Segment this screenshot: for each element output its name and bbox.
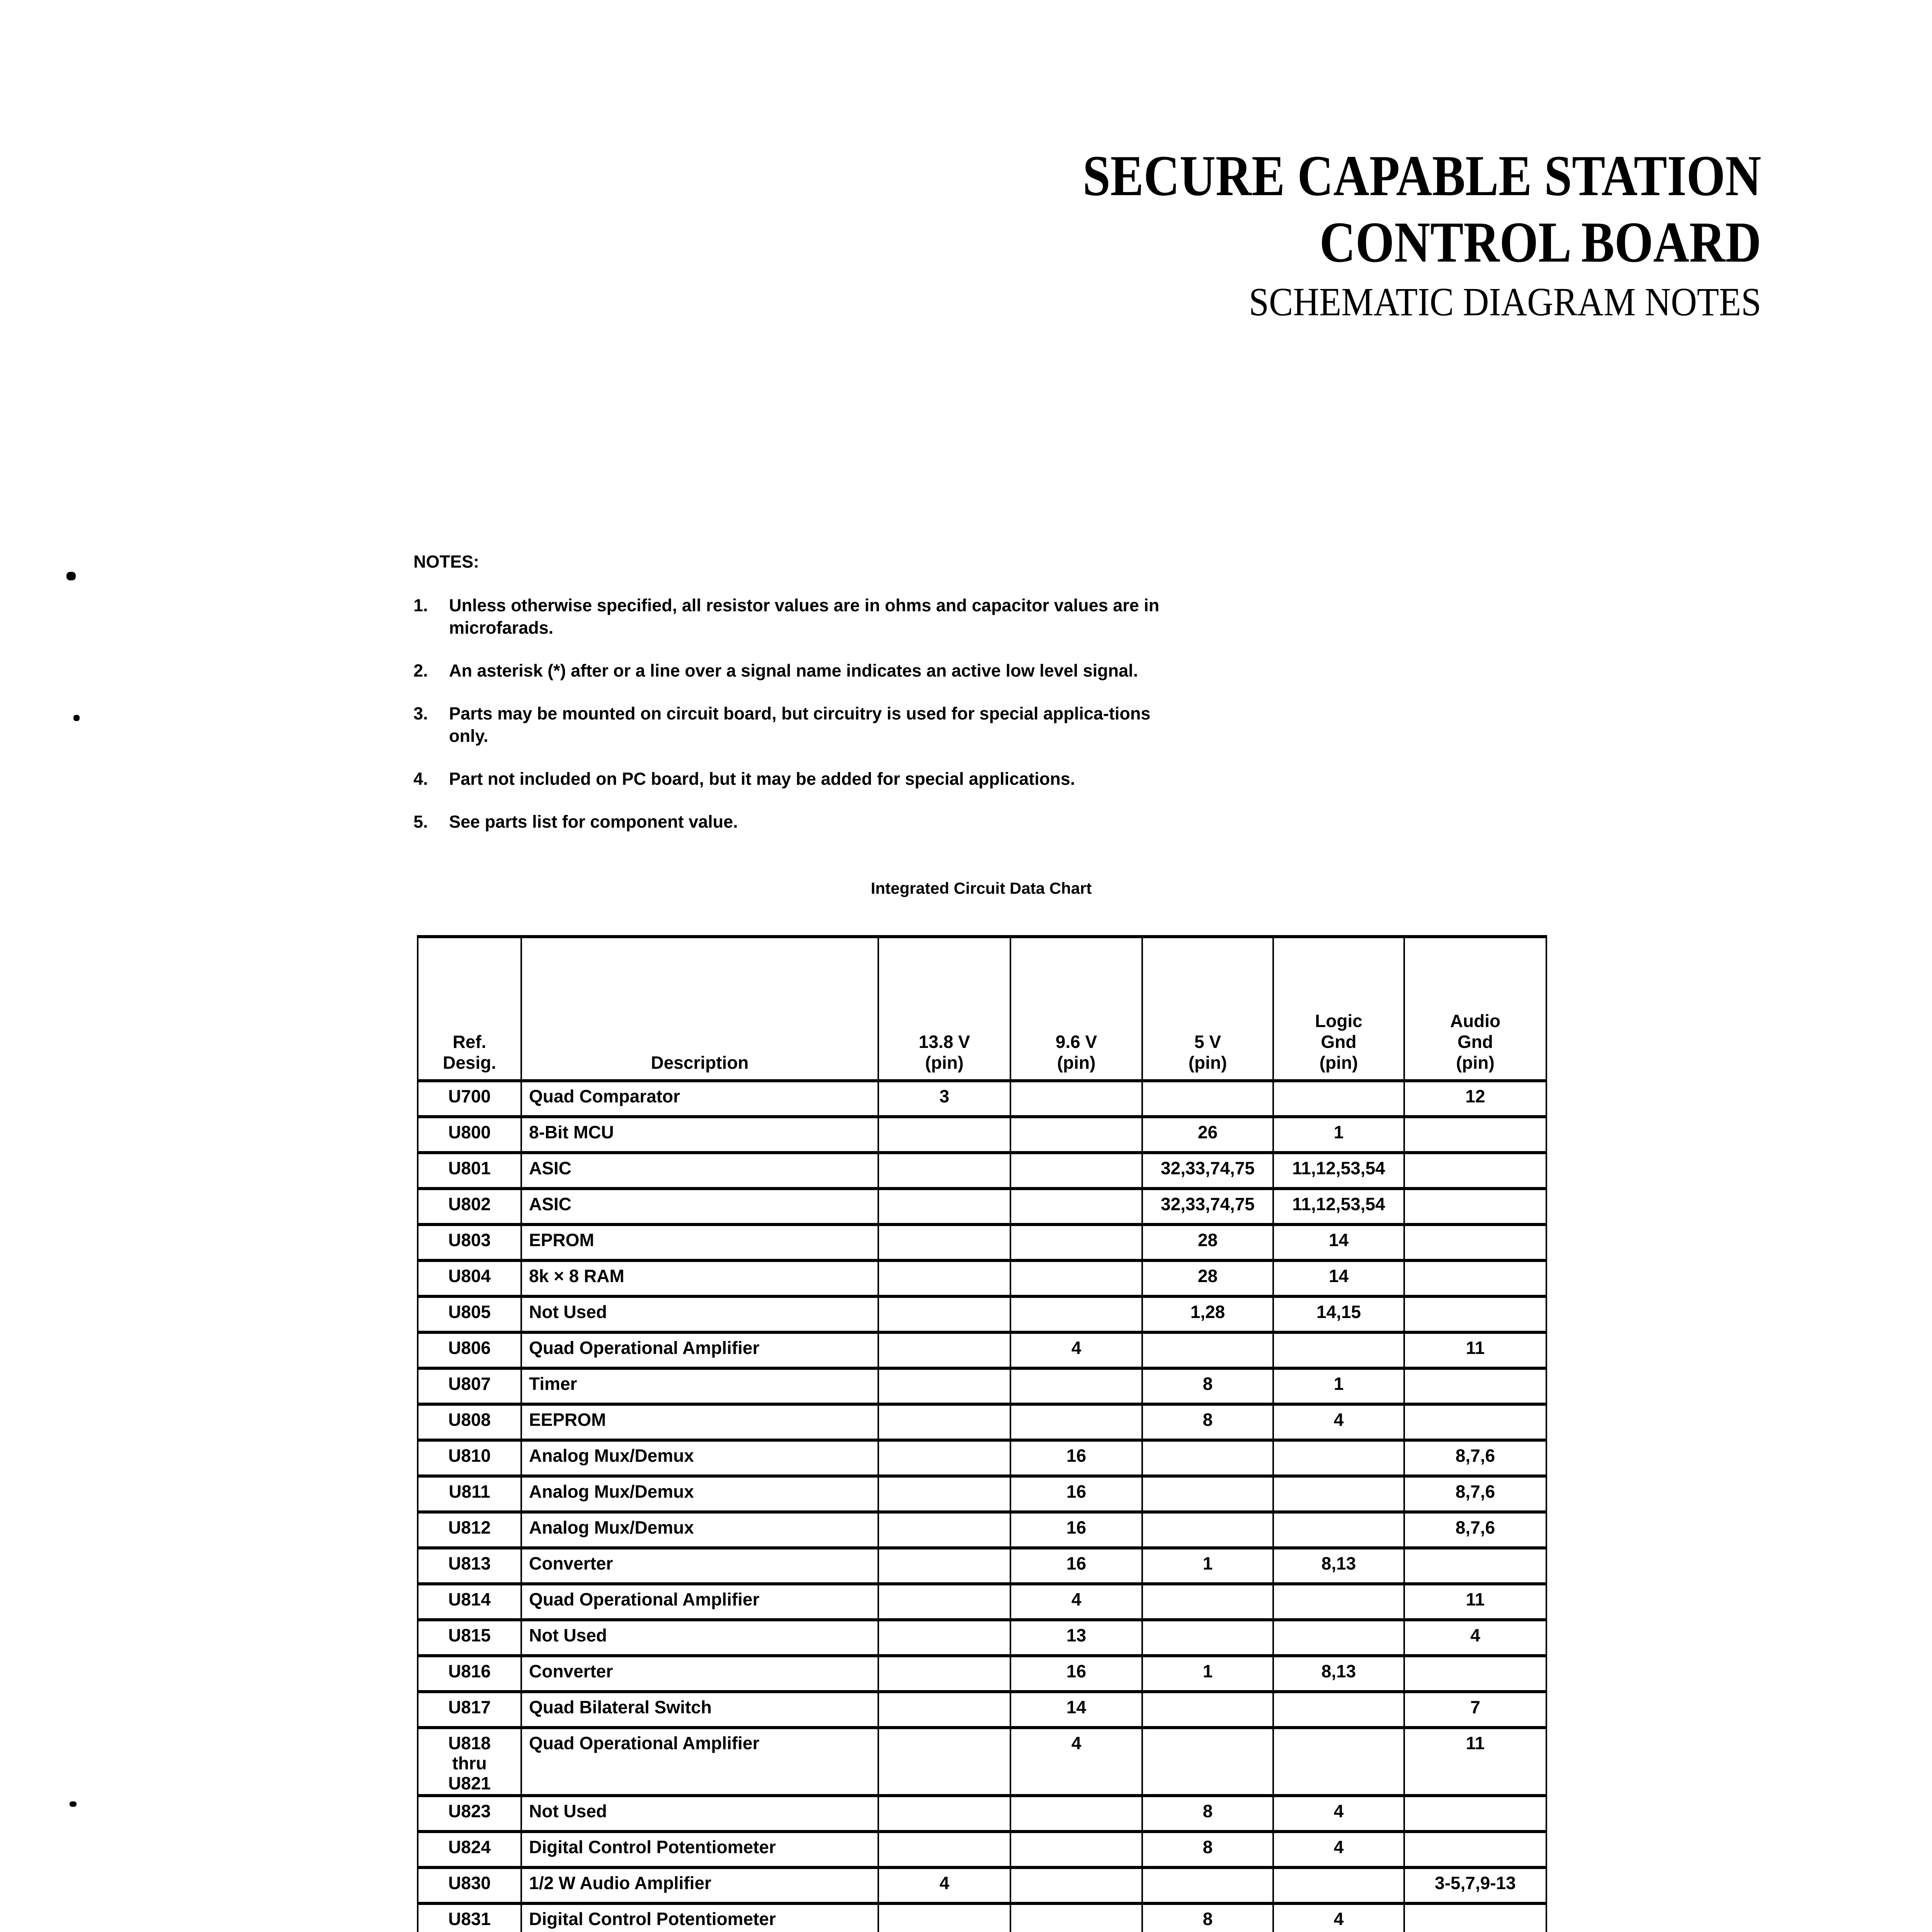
description-cell: Quad Operational Amplifier (521, 1332, 878, 1368)
5v-cell (1142, 1081, 1273, 1117)
audio-gnd-cell: 4 (1404, 1620, 1546, 1656)
logic-gnd-cell: 11,12,53,54 (1273, 1153, 1404, 1189)
13-8v-cell (878, 1584, 1010, 1620)
13-8v-cell (878, 1476, 1010, 1512)
5v-cell: 32,33,74,75 (1142, 1189, 1273, 1225)
5v-cell (1142, 1867, 1273, 1903)
9-6v-cell (1010, 1296, 1142, 1332)
note-number: 5. (413, 812, 428, 832)
table-row (418, 1903, 1546, 1932)
5v-cell (1142, 1332, 1273, 1368)
column-header-5v-pin (1142, 937, 1273, 1081)
logic-gnd-cell: 1 (1273, 1368, 1404, 1404)
audio-gnd-cell (1404, 1832, 1546, 1867)
scan-speck (70, 1801, 77, 1807)
table-row (418, 1296, 1546, 1332)
note-text: Parts may be mounted on circuit board, but circuitry is used for special applica-tions only. (449, 704, 1151, 746)
column-header-description (521, 937, 878, 1081)
note-item (413, 660, 1167, 682)
9-6v-cell (1010, 1081, 1142, 1117)
13-8v-cell (878, 1903, 1010, 1932)
5v-cell: 8 (1142, 1903, 1273, 1932)
ref-desig-cell: U823 (418, 1796, 521, 1832)
note-text: See parts list for component value. (449, 812, 738, 832)
ref-desig-cell: U814 (418, 1584, 521, 1620)
column-header-13-8v-pin (878, 937, 1010, 1081)
column-header-line: 9.6 V (1055, 1032, 1097, 1052)
column-header-line: Gnd (1458, 1032, 1493, 1052)
table-row (418, 1440, 1546, 1476)
5v-cell (1142, 1692, 1273, 1728)
audio-gnd-cell: 7 (1404, 1692, 1546, 1728)
table-row (418, 1404, 1546, 1440)
ref-desig-cell: U806 (418, 1332, 521, 1368)
description-cell: EPROM (521, 1225, 878, 1260)
note-text: An asterisk (*) after or a line over a signal name indicates an active low level signal. (449, 661, 1138, 680)
description-cell: Quad Operational Amplifier (521, 1584, 878, 1620)
audio-gnd-cell: 11 (1404, 1584, 1546, 1620)
9-6v-cell: 16 (1010, 1512, 1142, 1548)
logic-gnd-cell: 8,13 (1273, 1656, 1404, 1692)
table-row (418, 1476, 1546, 1512)
description-cell: 8-Bit MCU (521, 1117, 878, 1153)
13-8v-cell: 4 (878, 1867, 1010, 1903)
audio-gnd-cell: 8,7,6 (1404, 1440, 1546, 1476)
13-8v-cell (878, 1332, 1010, 1368)
5v-cell: 28 (1142, 1260, 1273, 1296)
logic-gnd-cell: 8,13 (1273, 1548, 1404, 1584)
table-row (418, 1656, 1546, 1692)
table-row (418, 1584, 1546, 1620)
ref-desig-cell: U804 (418, 1260, 521, 1296)
ref-desig-cell: U824 (418, 1832, 521, 1867)
audio-gnd-cell: 11 (1404, 1332, 1546, 1368)
9-6v-cell: 14 (1010, 1692, 1142, 1728)
9-6v-cell: 4 (1010, 1728, 1142, 1796)
ref-desig-cell: U815 (418, 1620, 521, 1656)
table-row (418, 1620, 1546, 1656)
note-item (413, 811, 1167, 833)
logic-gnd-cell: 14,15 (1273, 1296, 1404, 1332)
column-header-line: Gnd (1321, 1032, 1357, 1052)
logic-gnd-cell: 4 (1273, 1903, 1404, 1932)
table-row (418, 1260, 1546, 1296)
audio-gnd-cell (1404, 1260, 1546, 1296)
5v-cell (1142, 1728, 1273, 1796)
audio-gnd-cell: 8,7,6 (1404, 1476, 1546, 1512)
description-cell: Digital Control Potentiometer (521, 1832, 878, 1867)
logic-gnd-cell (1273, 1476, 1404, 1512)
audio-gnd-cell (1404, 1796, 1546, 1832)
audio-gnd-cell (1404, 1548, 1546, 1584)
9-6v-cell: 16 (1010, 1476, 1142, 1512)
13-8v-cell (878, 1404, 1010, 1440)
description-cell: 1/2 W Audio Amplifier (521, 1867, 878, 1903)
table-row (418, 1512, 1546, 1548)
ref-desig-cell: U818 thru U821 (418, 1728, 521, 1796)
audio-gnd-cell: 3-5,7,9-13 (1404, 1867, 1546, 1903)
description-cell: Converter (521, 1548, 878, 1584)
ref-desig-cell: U812 (418, 1512, 521, 1548)
ref-desig-cell: U830 (418, 1867, 521, 1903)
9-6v-cell (1010, 1832, 1142, 1867)
9-6v-cell (1010, 1260, 1142, 1296)
description-cell: Analog Mux/Demux (521, 1440, 878, 1476)
note-item (413, 702, 1167, 747)
table-row (418, 1153, 1546, 1189)
ref-desig-cell: U802 (418, 1189, 521, 1225)
logic-gnd-cell (1273, 1620, 1404, 1656)
table-row (418, 1225, 1546, 1260)
5v-cell: 28 (1142, 1225, 1273, 1260)
description-cell: EEPROM (521, 1404, 878, 1440)
audio-gnd-cell (1404, 1404, 1546, 1440)
notes-heading: NOTES: (413, 552, 480, 571)
note-number: 1. (413, 595, 428, 615)
audio-gnd-cell (1404, 1368, 1546, 1404)
scan-speck (73, 715, 80, 721)
logic-gnd-cell: 14 (1273, 1260, 1404, 1296)
5v-cell: 32,33,74,75 (1142, 1153, 1273, 1189)
description-cell: Converter (521, 1656, 878, 1692)
9-6v-cell: 16 (1010, 1656, 1142, 1692)
13-8v-cell (878, 1512, 1010, 1548)
13-8v-cell (878, 1728, 1010, 1796)
description-cell: Analog Mux/Demux (521, 1512, 878, 1548)
9-6v-cell (1010, 1368, 1142, 1404)
ref-desig-cell: U803 (418, 1225, 521, 1260)
logic-gnd-cell: 1 (1273, 1117, 1404, 1153)
table-row (418, 1189, 1546, 1225)
table-row (418, 1117, 1546, 1153)
13-8v-cell (878, 1832, 1010, 1867)
table-row (418, 1867, 1546, 1903)
column-header-logic-gnd-pin (1273, 937, 1404, 1081)
audio-gnd-cell (1404, 1153, 1546, 1189)
ic-chart-title: Integrated Circuit Data Chart (871, 879, 1092, 897)
description-cell: Quad Comparator (521, 1081, 878, 1117)
column-header-line: Ref. (452, 1032, 486, 1052)
column-header-line: Desig. (442, 1053, 497, 1073)
audio-gnd-cell: 8,7,6 (1404, 1512, 1546, 1548)
audio-gnd-cell (1404, 1189, 1546, 1225)
5v-cell (1142, 1620, 1273, 1656)
logic-gnd-cell (1273, 1512, 1404, 1548)
9-6v-cell (1010, 1404, 1142, 1440)
page-title-line2: CONTROL BOARD (1319, 210, 1761, 274)
logic-gnd-cell (1273, 1332, 1404, 1368)
9-6v-cell (1010, 1903, 1142, 1932)
audio-gnd-cell (1404, 1903, 1546, 1932)
5v-cell (1142, 1584, 1273, 1620)
notes-section (413, 551, 1167, 854)
9-6v-cell (1010, 1867, 1142, 1903)
13-8v-cell (878, 1548, 1010, 1584)
column-header-line: (pin) (1188, 1053, 1227, 1073)
13-8v-cell (878, 1440, 1010, 1476)
ic-data-table (417, 935, 1547, 1932)
9-6v-cell: 16 (1010, 1548, 1142, 1584)
audio-gnd-cell: 12 (1404, 1081, 1546, 1117)
13-8v-cell (878, 1296, 1010, 1332)
description-cell: Not Used (521, 1796, 878, 1832)
13-8v-cell (878, 1620, 1010, 1656)
audio-gnd-cell: 11 (1404, 1728, 1546, 1796)
column-header-audio-gnd-pin (1404, 937, 1546, 1081)
logic-gnd-cell: 11,12,53,54 (1273, 1189, 1404, 1225)
13-8v-cell (878, 1692, 1010, 1728)
column-header-9-6v-pin (1010, 937, 1142, 1081)
5v-cell: 8 (1142, 1404, 1273, 1440)
9-6v-cell: 13 (1010, 1620, 1142, 1656)
column-header-line: Logic (1315, 1011, 1362, 1031)
9-6v-cell (1010, 1796, 1142, 1832)
9-6v-cell (1010, 1225, 1142, 1260)
5v-cell (1142, 1512, 1273, 1548)
page-title-line1: SECURE CAPABLE STATION (1082, 144, 1761, 208)
note-number: 4. (413, 769, 428, 789)
description-cell: ASIC (521, 1189, 878, 1225)
audio-gnd-cell (1404, 1656, 1546, 1692)
logic-gnd-cell: 14 (1273, 1225, 1404, 1260)
table-row (418, 1081, 1546, 1117)
9-6v-cell (1010, 1153, 1142, 1189)
ref-desig-cell: U816 (418, 1656, 521, 1692)
column-header-line: (pin) (925, 1053, 964, 1073)
5v-cell: 8 (1142, 1832, 1273, 1867)
description-cell: Not Used (521, 1296, 878, 1332)
logic-gnd-cell (1273, 1081, 1404, 1117)
description-cell: 8k × 8 RAM (521, 1260, 878, 1296)
note-number: 2. (413, 661, 428, 680)
audio-gnd-cell (1404, 1296, 1546, 1332)
5v-cell: 1 (1142, 1656, 1273, 1692)
page-subtitle: SCHEMATIC DIAGRAM NOTES (1248, 280, 1761, 324)
logic-gnd-cell (1273, 1584, 1404, 1620)
ref-desig-cell: U813 (418, 1548, 521, 1584)
ref-desig-cell: U805 (418, 1296, 521, 1332)
note-number: 3. (413, 704, 428, 723)
table-row (418, 1796, 1546, 1832)
5v-cell: 26 (1142, 1117, 1273, 1153)
note-item (413, 768, 1167, 790)
notes-list (413, 594, 1167, 833)
logic-gnd-cell (1273, 1728, 1404, 1796)
description-cell: Quad Operational Amplifier (521, 1728, 878, 1796)
description-cell: Analog Mux/Demux (521, 1476, 878, 1512)
column-header-line: Description (651, 1053, 749, 1073)
table-body (418, 1081, 1546, 1932)
column-header-line: 13.8 V (918, 1032, 970, 1052)
description-cell: Digital Control Potentiometer (521, 1903, 878, 1932)
title-block (972, 144, 1761, 324)
table-header-row (418, 937, 1546, 1081)
ref-desig-cell: U801 (418, 1153, 521, 1189)
logic-gnd-cell: 4 (1273, 1404, 1404, 1440)
column-header-line: Audio (1450, 1011, 1501, 1031)
13-8v-cell (878, 1796, 1010, 1832)
9-6v-cell: 16 (1010, 1440, 1142, 1476)
note-item (413, 594, 1167, 639)
9-6v-cell (1010, 1117, 1142, 1153)
ref-desig-cell: U811 (418, 1476, 521, 1512)
table-row (418, 1332, 1546, 1368)
ref-desig-cell: U831 (418, 1903, 521, 1932)
5v-cell (1142, 1476, 1273, 1512)
table-row (418, 1368, 1546, 1404)
9-6v-cell (1010, 1189, 1142, 1225)
note-text: Part not included on PC board, but it may be added for special applications. (449, 769, 1075, 789)
13-8v-cell (878, 1225, 1010, 1260)
9-6v-cell: 4 (1010, 1584, 1142, 1620)
column-header-line: (pin) (1319, 1053, 1358, 1073)
5v-cell: 8 (1142, 1368, 1273, 1404)
13-8v-cell (878, 1260, 1010, 1296)
column-header-line: (pin) (1456, 1053, 1495, 1073)
description-cell: Quad Bilateral Switch (521, 1692, 878, 1728)
note-text: Unless otherwise specified, all resistor values are in ohms and capacitor values are in microfarads. (449, 595, 1160, 638)
scan-speck (66, 572, 76, 580)
column-header-line: 5 V (1194, 1032, 1221, 1052)
table-row (418, 1548, 1546, 1584)
column-header-ref-desig (418, 937, 521, 1081)
ref-desig-cell: U808 (418, 1404, 521, 1440)
description-cell: Not Used (521, 1620, 878, 1656)
9-6v-cell: 4 (1010, 1332, 1142, 1368)
logic-gnd-cell (1273, 1440, 1404, 1476)
13-8v-cell (878, 1153, 1010, 1189)
column-header-line: (pin) (1057, 1053, 1096, 1073)
13-8v-cell (878, 1656, 1010, 1692)
logic-gnd-cell: 4 (1273, 1796, 1404, 1832)
ref-desig-cell: U800 (418, 1117, 521, 1153)
ref-desig-cell: U700 (418, 1081, 521, 1117)
logic-gnd-cell: 4 (1273, 1832, 1404, 1867)
audio-gnd-cell (1404, 1225, 1546, 1260)
13-8v-cell: 3 (878, 1081, 1010, 1117)
logic-gnd-cell (1273, 1692, 1404, 1728)
description-cell: ASIC (521, 1153, 878, 1189)
ref-desig-cell: U817 (418, 1692, 521, 1728)
5v-cell: 1 (1142, 1548, 1273, 1584)
13-8v-cell (878, 1117, 1010, 1153)
table-row (418, 1728, 1546, 1796)
ref-desig-cell: U807 (418, 1368, 521, 1404)
5v-cell: 8 (1142, 1796, 1273, 1832)
13-8v-cell (878, 1189, 1010, 1225)
table-row (418, 1692, 1546, 1728)
logic-gnd-cell (1273, 1867, 1404, 1903)
5v-cell (1142, 1440, 1273, 1476)
5v-cell: 1,28 (1142, 1296, 1273, 1332)
audio-gnd-cell (1404, 1117, 1546, 1153)
ref-desig-cell: U810 (418, 1440, 521, 1476)
13-8v-cell (878, 1368, 1010, 1404)
table-row (418, 1832, 1546, 1867)
description-cell: Timer (521, 1368, 878, 1404)
